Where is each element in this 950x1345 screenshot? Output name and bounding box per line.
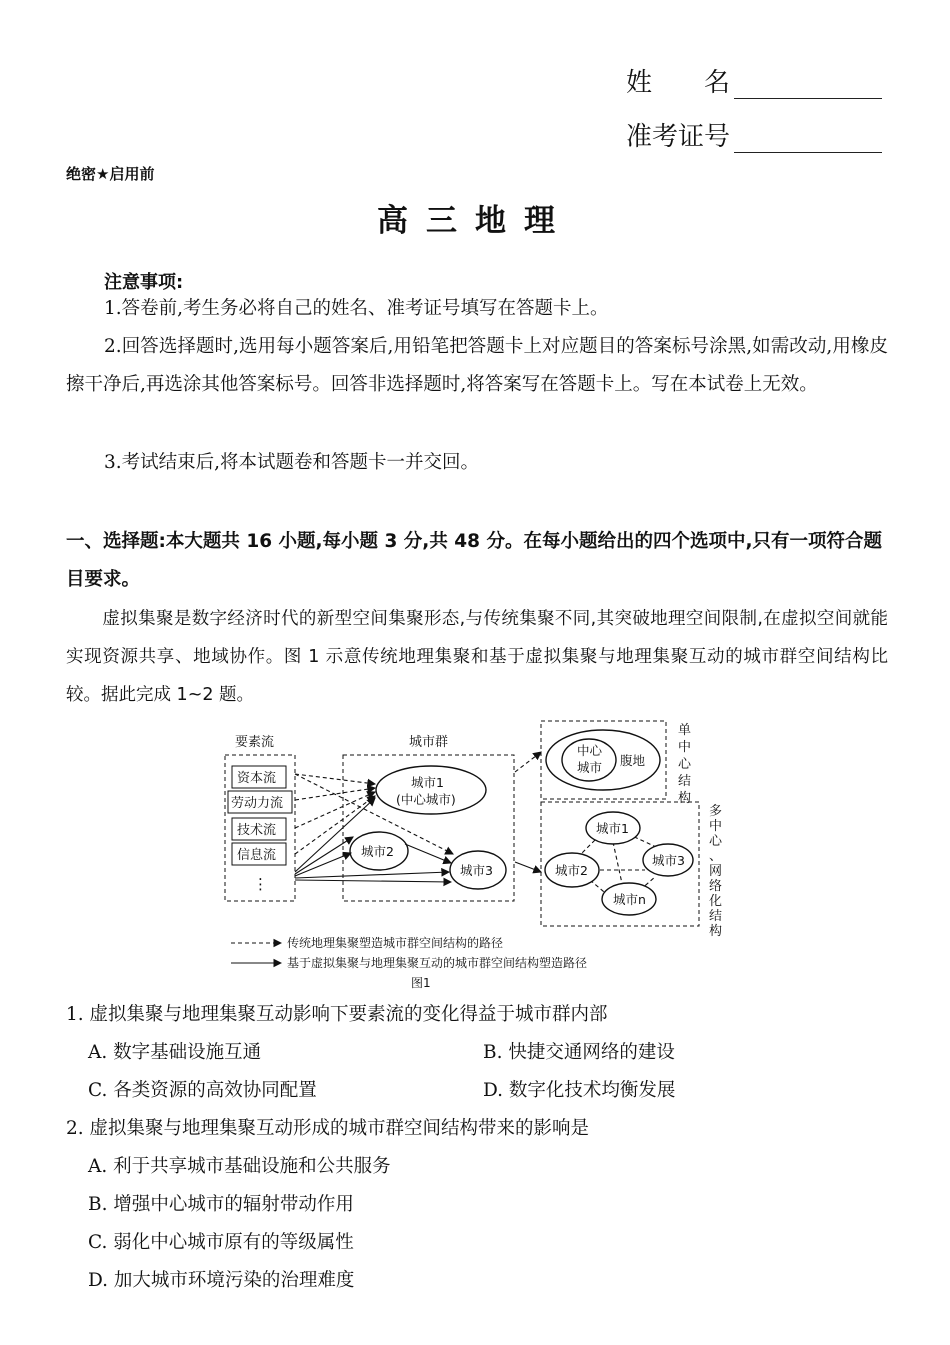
svg-text:单: 单	[678, 723, 692, 738]
exam-id-blank	[734, 126, 882, 153]
svg-text:心: 心	[709, 834, 723, 849]
svg-text:网: 网	[709, 864, 723, 879]
section-heading: 一、选择题:本大题共 16 小题,每小题 3 分,共 48 分。在每小题给出的四个选项中,只有一项符合题目要求。	[66, 531, 882, 590]
svg-text:心: 心	[678, 757, 692, 772]
question-1-option-c[interactable]: C. 各类资源的高效协同配置	[88, 1080, 317, 1101]
center-city-label-1: 中心	[577, 743, 603, 758]
exam-id-label: 准考证号	[626, 122, 731, 152]
svg-text:化: 化	[709, 894, 723, 909]
network-city-n-label: 城市n	[613, 892, 646, 907]
question-2-option-b[interactable]: B. 增强中心城市的辐射带动作用	[88, 1194, 354, 1215]
svg-text:结: 结	[709, 909, 723, 924]
city-cluster-title: 城市群	[409, 735, 449, 750]
question-1-stem: 1. 虚拟集聚与地理集聚互动影响下要素流的变化得益于城市群内部	[66, 1004, 608, 1025]
network-city-1-label: 城市1	[596, 821, 629, 836]
question-1-option-d[interactable]: D. 数字化技术均衡发展	[483, 1080, 676, 1101]
svg-text:结: 结	[678, 774, 692, 789]
svg-text:多: 多	[709, 804, 723, 819]
city-3-label: 城市3	[460, 863, 493, 878]
svg-text:中: 中	[678, 740, 692, 755]
virtual-path-arrows	[295, 798, 541, 882]
capital-flow-label: 资本流	[237, 771, 277, 786]
page-title: 高三地理	[377, 203, 573, 239]
notice-item-3: 3.考试结束后,将本试题卷和答题卡一并交回。	[104, 452, 480, 473]
svg-text:、: 、	[709, 849, 723, 864]
svg-text:构: 构	[678, 791, 692, 806]
figure-caption: 图1	[411, 976, 431, 990]
single-center-box	[541, 721, 666, 799]
network-city-3-label: 城市3	[652, 853, 685, 868]
notice-item-1: 1.答卷前,考生务必将自己的姓名、准考证号填写在答题卡上。	[104, 298, 609, 319]
exam-id-field	[626, 116, 882, 153]
legend-solid-label: 基于虚拟集聚与地理集聚互动的城市群空间结构塑造路径	[287, 956, 588, 970]
center-city-label-2: 城市	[577, 760, 603, 775]
question-2-stem: 2. 虚拟集聚与地理集聚互动形成的城市群空间结构带来的影响是	[66, 1118, 590, 1139]
svg-text:络: 络	[709, 879, 723, 894]
multi-center-label	[709, 804, 723, 939]
figure-1-diagram	[215, 712, 735, 997]
name-field	[626, 62, 882, 99]
name-label: 姓 名	[626, 68, 731, 98]
name-blank	[734, 72, 882, 99]
legend-dashed-label: 传统地理集聚塑造城市群空间结构的路径	[287, 936, 504, 950]
info-flow-label: 信息流	[237, 848, 277, 863]
question-1-option-a[interactable]: A. 数字基础设施互通	[88, 1042, 262, 1063]
question-2-option-c[interactable]: C. 弱化中心城市原有的等级属性	[88, 1232, 354, 1253]
city-1-sublabel: (中心城市)	[396, 792, 456, 807]
factor-flow-title: 要素流	[235, 735, 275, 750]
svg-text:构: 构	[709, 924, 723, 939]
svg-text:中: 中	[709, 819, 723, 834]
hinterland-label: 腹地	[620, 753, 646, 768]
question-2-option-a[interactable]: A. 利于共享城市基础设施和公共服务	[88, 1156, 391, 1177]
city-1-label: 城市1	[411, 775, 444, 790]
labor-flow-label: 劳动力流	[231, 796, 284, 811]
tech-flow-label: 技术流	[237, 823, 277, 838]
notice-heading: 注意事项:	[104, 272, 184, 293]
notice-item-2: 2.回答选择题时,选用每小题答案后,用铅笔把答题卡上对应题目的答案标号涂黑,如需改动,用橡皮擦干净后,再选涂其他答案标号。回答非选择题时,将答案写在答题卡上。写在本试卷上无效。	[66, 336, 888, 395]
more-flows-ellipsis: ⋮	[253, 875, 268, 893]
network-city-2-label: 城市2	[555, 863, 588, 878]
single-center-label	[678, 723, 692, 806]
material-intro: 虚拟集聚是数字经济时代的新型空间集聚形态,与传统集聚不同,其突破地理空间限制,在虚拟空间就能实现资源共享、地域协作。图 1 示意传统地理集聚和基于虚拟集聚与地理集聚互动的城市群空间结构比较。据此完成 1~2 题。	[66, 609, 888, 705]
question-1-option-b[interactable]: B. 快捷交通网络的建设	[483, 1042, 675, 1063]
confidential-mark: 绝密★启用前	[66, 165, 155, 183]
question-2-option-d[interactable]: D. 加大城市环境污染的治理难度	[88, 1270, 355, 1291]
city-2-label: 城市2	[361, 844, 394, 859]
